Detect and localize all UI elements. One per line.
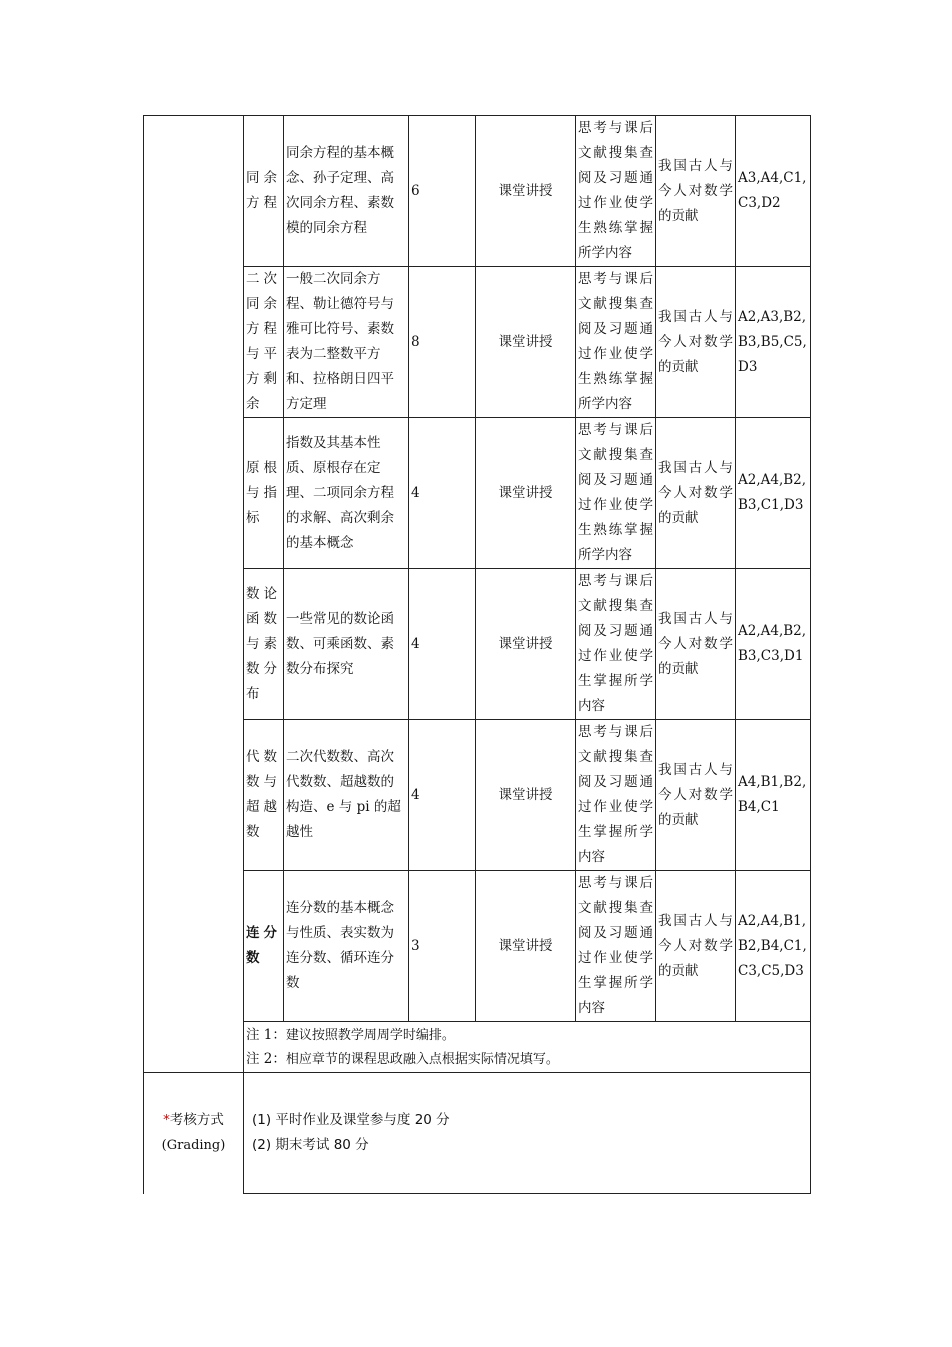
teaching-cell: 课堂讲授 bbox=[476, 116, 576, 267]
targets-cell: A2,A4,B2,B3,C3,D1 bbox=[736, 569, 811, 720]
notes-row bbox=[144, 1022, 811, 1073]
table-row bbox=[144, 871, 811, 1022]
grading-item-1-prefix: (1) bbox=[252, 1112, 272, 1128]
content-cell: 同余方程的基本概念、孙子定理、高次同余方程、素数模的同余方程 bbox=[284, 116, 409, 267]
topic-cell: 连分数 bbox=[244, 871, 284, 1022]
teaching-cell: 课堂讲授 bbox=[476, 569, 576, 720]
required-mark: * bbox=[163, 1112, 170, 1129]
notes-cell bbox=[244, 1022, 811, 1073]
syllabus-table bbox=[143, 115, 811, 1194]
grading-label-cell bbox=[144, 1073, 244, 1194]
method-cell: 思考与课后文献搜集查阅及习题通过作业使学生掌握所学内容 bbox=[576, 871, 656, 1022]
hours-cell: 3 bbox=[409, 871, 476, 1022]
table-row bbox=[144, 720, 811, 871]
ideology-cell: 我国古人与今人对数学的贡献 bbox=[656, 569, 736, 720]
ideology-cell: 我国古人与今人对数学的贡献 bbox=[656, 720, 736, 871]
grading-item-1-text: 平时作业及课堂参与度 20 分 bbox=[275, 1112, 450, 1128]
topic-cell: 同余方程 bbox=[244, 116, 284, 267]
grading-label: 考核方式 bbox=[169, 1112, 224, 1129]
method-cell: 思考与课后文献搜集查阅及习题通过作业使学生掌握所学内容 bbox=[576, 720, 656, 871]
method-cell: 思考与课后文献搜集查阅及习题通过作业使学生熟练掌握所学内容 bbox=[576, 116, 656, 267]
grading-item-2-text: 期末考试 80 分 bbox=[275, 1137, 369, 1153]
content-cell: 一些常见的数论函数、可乘函数、素数分布探究 bbox=[284, 569, 409, 720]
note-2 bbox=[246, 1047, 808, 1071]
content-cell: 二次代数数、高次代数数、超越数的构造、e 与 pi 的超越性 bbox=[284, 720, 409, 871]
targets-cell: A2,A3,B2,B3,B5,C5,D3 bbox=[736, 267, 811, 418]
topic-cell: 代数数与超越数 bbox=[244, 720, 284, 871]
content-cell: 一般二次同余方程、勒让德符号与雅可比符号、素数表为二整数平方和、拉格朗日四平方定理 bbox=[284, 267, 409, 418]
left-blank-cell bbox=[144, 116, 244, 1073]
note-1-prefix: 注 1： bbox=[246, 1027, 286, 1043]
grading-label-en: (Grading) bbox=[161, 1138, 226, 1154]
grading-item-2-prefix: (2) bbox=[252, 1137, 272, 1153]
hours-cell: 6 bbox=[409, 116, 476, 267]
content-cell: 连分数的基本概念与性质、表实数为连分数、循环连分数 bbox=[284, 871, 409, 1022]
topic-cell: 二次同余方程与平方剩余 bbox=[244, 267, 284, 418]
hours-cell: 4 bbox=[409, 720, 476, 871]
table-row bbox=[144, 267, 811, 418]
note-1-text: 建议按照教学周周学时编排。 bbox=[285, 1028, 455, 1043]
table-row bbox=[144, 418, 811, 569]
grading-item-1 bbox=[252, 1108, 808, 1133]
note-2-text: 相应章节的课程思政融入点根据实际情况填写。 bbox=[285, 1052, 559, 1067]
content-cell: 指数及其基本性质、原根存在定理、二项同余方程的求解、高次剩余的基本概念 bbox=[284, 418, 409, 569]
teaching-cell: 课堂讲授 bbox=[476, 418, 576, 569]
hours-cell: 4 bbox=[409, 569, 476, 720]
note-2-prefix: 注 2： bbox=[246, 1051, 286, 1067]
method-cell: 思考与课后文献搜集查阅及习题通过作业使学生熟练掌握所学内容 bbox=[576, 418, 656, 569]
table-row bbox=[144, 116, 811, 267]
teaching-cell: 课堂讲授 bbox=[476, 871, 576, 1022]
teaching-cell: 课堂讲授 bbox=[476, 720, 576, 871]
note-1 bbox=[246, 1023, 808, 1047]
targets-cell: A2,A4,B2,B3,C1,D3 bbox=[736, 418, 811, 569]
topic-cell: 数论函数与素数分布 bbox=[244, 569, 284, 720]
method-cell: 思考与课后文献搜集查阅及习题通过作业使学生掌握所学内容 bbox=[576, 569, 656, 720]
grading-item-2 bbox=[252, 1133, 808, 1158]
targets-cell: A2,A4,B1,B2,B4,C1,C3,C5,D3 bbox=[736, 871, 811, 1022]
method-cell: 思考与课后文献搜集查阅及习题通过作业使学生熟练掌握所学内容 bbox=[576, 267, 656, 418]
grading-row bbox=[144, 1073, 811, 1194]
teaching-cell: 课堂讲授 bbox=[476, 267, 576, 418]
targets-cell: A3,A4,C1,C3,D2 bbox=[736, 116, 811, 267]
table-row bbox=[144, 569, 811, 720]
ideology-cell: 我国古人与今人对数学的贡献 bbox=[656, 418, 736, 569]
topic-cell: 原根与指标 bbox=[244, 418, 284, 569]
hours-cell: 8 bbox=[409, 267, 476, 418]
hours-cell: 4 bbox=[409, 418, 476, 569]
grading-content-cell bbox=[244, 1073, 811, 1194]
ideology-cell: 我国古人与今人对数学的贡献 bbox=[656, 267, 736, 418]
targets-cell: A4,B1,B2,B4,C1 bbox=[736, 720, 811, 871]
ideology-cell: 我国古人与今人对数学的贡献 bbox=[656, 116, 736, 267]
ideology-cell: 我国古人与今人对数学的贡献 bbox=[656, 871, 736, 1022]
